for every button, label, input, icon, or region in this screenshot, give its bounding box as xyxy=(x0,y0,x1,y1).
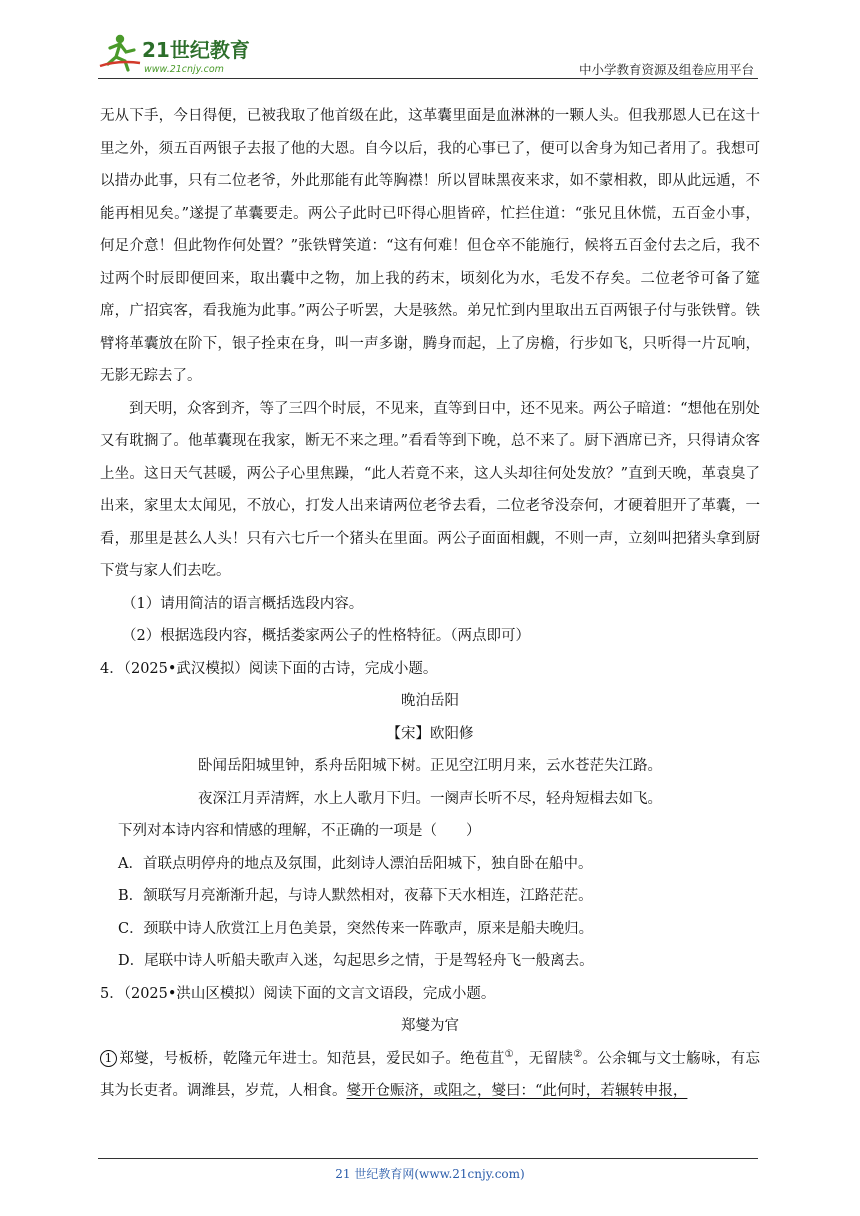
document-body xyxy=(100,100,760,1108)
poem-title: 晚泊岳阳 xyxy=(401,693,459,709)
passage-paragraph-2: 到天明，众客到齐，等了三四个时辰，不见来，直等到日中，还不见来。两公子暗道：“想他在别处又有耽搁了。他革囊现在我家，断无不来之理。”看看等到下晚，总不来了。厨下酒席已齐，只得请众客上坐。这日天气甚暖，两公子心里焦躁，“此人若竟不来，这人头却往何处发放？”直到天晚，革袁臭了出来，家里太太闻见，不放心，打发人出来请两位老爷去看，二位老爷没奈何，才硬着胆开了革囊，一看，那里是甚么人头！只有六七斤一个猪头在里面。两公子面面相觑，不则一声，立刻叫把猪头拿到厨下赏与家人们去吃。 xyxy=(100,400,760,579)
option-b: B．颔联写月亮渐渐升起，与诗人默然相对，夜幕下天水相连，江路茫茫。 xyxy=(118,888,593,904)
logo-url: www.21cnjy.com xyxy=(144,64,224,75)
underlined-sentence: 燮开仓赈济，或阻之，燮曰：“此何时，若辗转申报， xyxy=(346,1083,688,1099)
question-4-stem: 4．（2025•武汉模拟）阅读下面的古诗，完成小题。 xyxy=(100,660,438,677)
page-footer: 21 世纪教育网(www.21cnjy.com) xyxy=(335,1167,525,1181)
paragraph-number-badge: 1 xyxy=(100,1050,117,1067)
classical-text-part-a: 郑燮，号板桥，乾隆元年进士。知范县，爱民如子。绝苞苴 xyxy=(119,1050,505,1067)
platform-title: 中小学教育资源及组卷应用平台 xyxy=(578,62,754,77)
passage-paragraph-1: 无从下手，今日得便，已被我取了他首级在此，这革囊里面是血淋淋的一颗人头。但我那恩人已在这十里之外，须五百两银子去报了他的大恩。自今以后，我的心事已了，便可以舍身为知己者用了。我想可以措办此事，只有二位老爷，外此那能有此等胸襟！所以冒昧黑夜来求，如不蒙相救，即从此远遁，不能再相见矣。”遂提了革囊要走。两公子此时已吓得心胆皆碎，忙拦住道：“张兄且休慌，五百金小事，何足介意！但此物作何处置？”张铁臂笑道：“这有何难！但仓卒不能施行，候将五百金付去之后，我不过两个时辰即便回来，取出囊中之物，加上我的药末，顷刻化为水，毛发不存矣。二位老爷可备了筵席，广招宾客，看我施为此事。”两公子听罢，大是骇然。弟兄忙到内里取出五百两银子付与张铁臂。铁臂将革囊放在阶下，银子拴束在身，叫一声多谢，腾身而起，上了房檐，行步如飞，只听得一片瓦响，无影无踪去了。 xyxy=(100,108,760,384)
option-c: C．颈联中诗人欣赏江上月色美景，突然传来一阵歌声，原来是船夫晚归。 xyxy=(118,920,594,937)
option-a: A．首联点明停舟的地点及氛围，此刻诗人漂泊岳阳城下，独自卧在船中。 xyxy=(118,855,593,872)
logo-text: 21世纪教育 xyxy=(142,38,250,62)
option-d: D．尾联中诗人听船夫歌声入迷，勾起思乡之情，于是驾轻舟飞一般离去。 xyxy=(118,953,594,969)
question-4-prompt: 下列对本诗内容和情感的理解，不正确的一项是（ ） xyxy=(118,823,481,839)
question-5-stem: 5．（2025•洪山区模拟）阅读下面的文言文语段，完成小题。 xyxy=(100,985,496,1002)
runner-icon xyxy=(100,35,140,70)
poem-line-1: 卧闻岳阳城里钟，系舟岳阳城下树。正见空江明月来，云水苍茫失江路。 xyxy=(198,758,662,774)
page-header xyxy=(98,30,758,82)
footnote-marker-1: ① xyxy=(504,1048,514,1060)
question-3-sub-1: （1）请用简洁的语言概括选段内容。 xyxy=(122,595,364,612)
classical-text-part-b: ，无留牍 xyxy=(513,1050,574,1067)
header-divider xyxy=(98,78,758,79)
classical-text-paragraph xyxy=(100,1043,760,1108)
footer-divider xyxy=(98,1158,758,1159)
site-logo xyxy=(98,30,268,80)
classical-text-title: 郑燮为官 xyxy=(401,1018,459,1034)
question-3-sub-2: （2）根据选段内容，概括娄家两公子的性格特征。（两点即可） xyxy=(122,628,530,644)
poem-author: 【宋】欧阳修 xyxy=(386,725,474,742)
footnote-marker-2: ② xyxy=(573,1048,583,1060)
classical-text-part-c: 。公余辄与文士觞咏，有忘其为长吏者。调潍县，岁荒，人相食。 xyxy=(100,1050,761,1099)
poem-line-2: 夜深江月弄清辉，水上人歌月下归。一阕声长听不尽，轻舟短楫去如飞。 xyxy=(198,790,662,807)
